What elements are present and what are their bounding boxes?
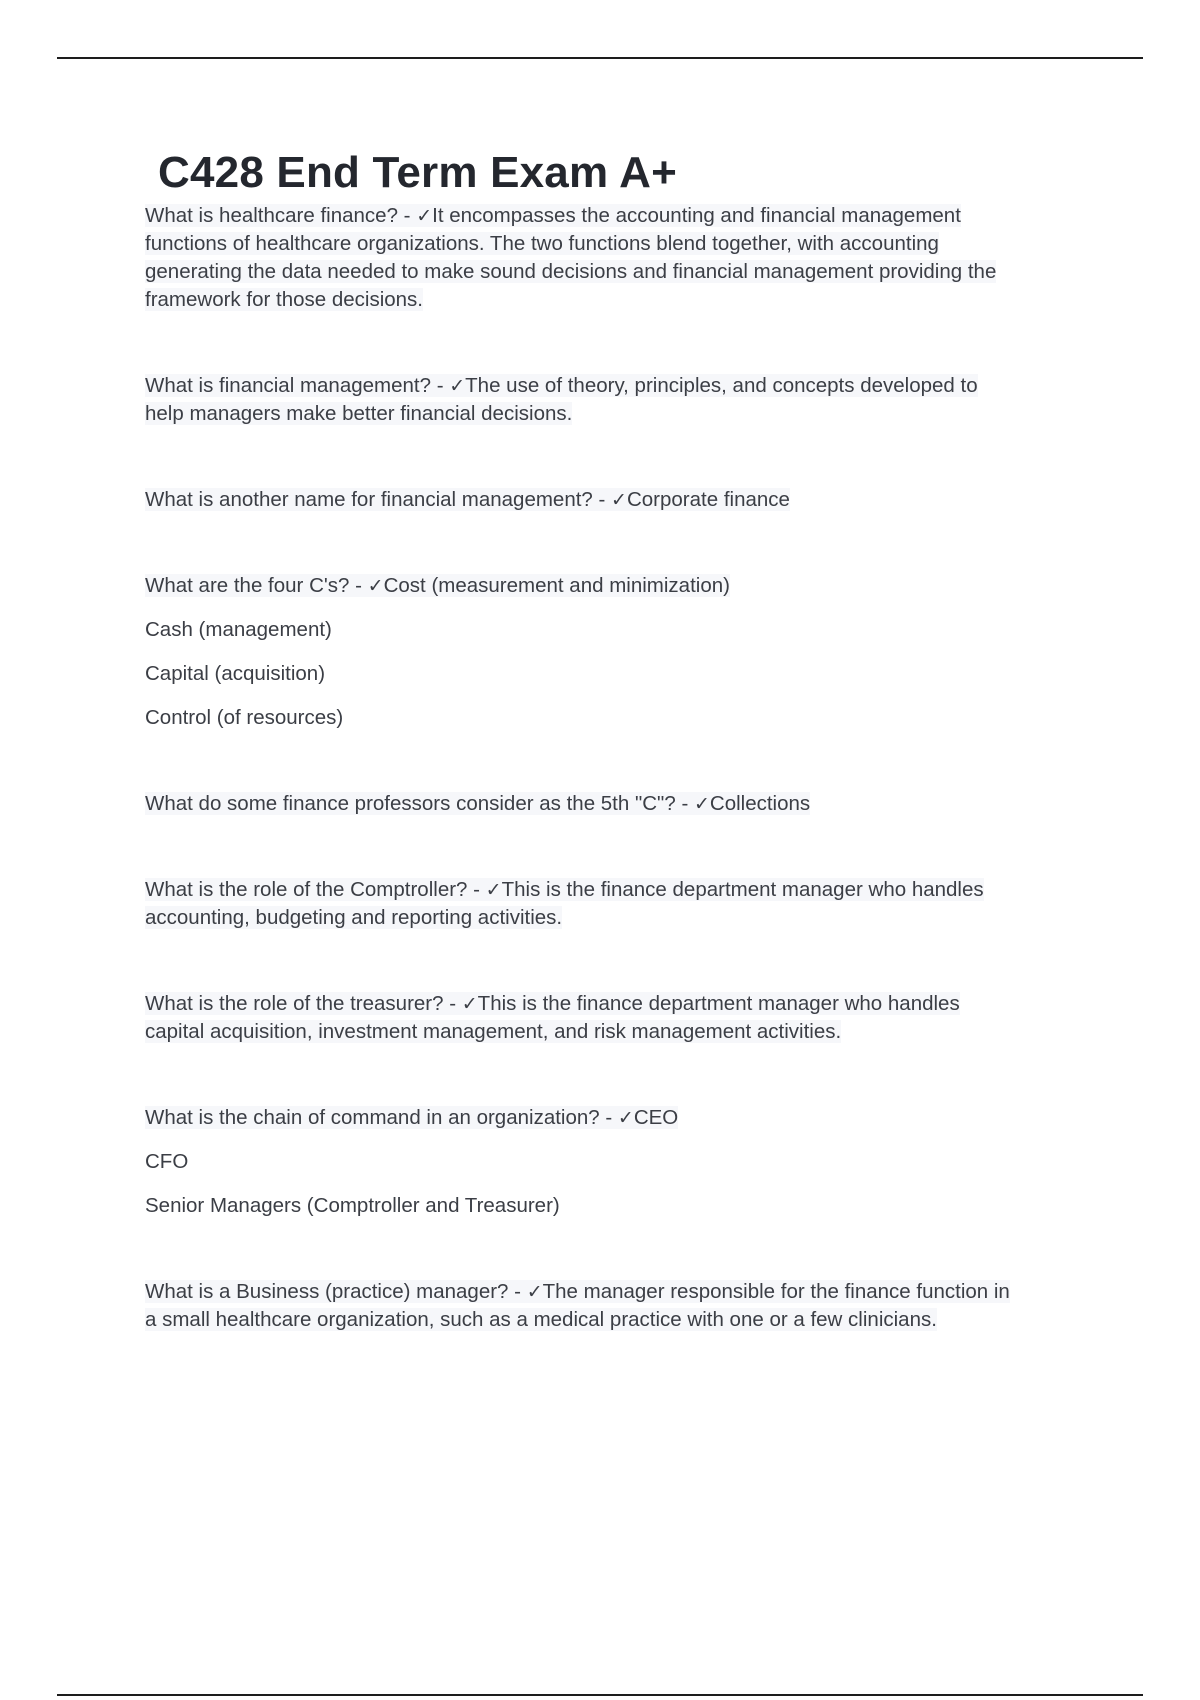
check-mark-icon: ✓ — [367, 575, 384, 597]
check-mark-icon: ✓ — [526, 1281, 543, 1303]
qa-item — [145, 572, 1085, 732]
qa-question-line — [145, 202, 1085, 230]
answer-text: generating the data needed to make sound decisions and financial management providing the — [145, 260, 997, 283]
check-mark-icon: ✓ — [461, 993, 478, 1015]
answer-text: help managers make better financial decisions. — [145, 402, 573, 425]
separator: - — [675, 792, 694, 815]
qa-item — [145, 202, 1085, 314]
top-rule — [57, 57, 1143, 59]
question-text: What is the role of the treasurer? — [145, 992, 444, 1015]
qa-question-line — [145, 876, 1085, 904]
answer-list-item: Cash (management) — [145, 618, 332, 641]
qa-question-line — [145, 486, 1085, 514]
check-mark-icon: ✓ — [416, 205, 433, 227]
check-mark-icon: ✓ — [449, 375, 466, 397]
qa-item — [145, 486, 1085, 514]
qa-question-line — [145, 1104, 1085, 1132]
answer-text: This is the finance department manager who handles — [501, 878, 984, 901]
separator: - — [431, 374, 450, 397]
answer-text: The manager responsible for the finance function in — [542, 1280, 1010, 1303]
answer-text: This is the finance department manager who handles — [477, 992, 960, 1015]
question-text: What is financial management? — [145, 374, 432, 397]
answer-text: Collections — [709, 792, 811, 815]
question-text: What is the chain of command in an organization? — [145, 1106, 600, 1129]
answer-list-item: Senior Managers (Comptroller and Treasurer) — [145, 1194, 560, 1217]
qa-question-line — [145, 790, 1085, 818]
separator: - — [349, 574, 368, 597]
qa-item — [145, 372, 1085, 428]
question-text: What do some finance professors consider as the 5th "C"? — [145, 792, 676, 815]
check-mark-icon: ✓ — [485, 879, 502, 901]
check-mark-icon: ✓ — [611, 489, 627, 511]
qa-item — [145, 876, 1085, 932]
answer-text: Cost (measurement and minimization) — [383, 574, 730, 597]
qa-answer-line — [145, 400, 1085, 428]
answer-text: functions of healthcare organizations. The two functions blend together, with accounting — [145, 232, 939, 255]
answer-list-item: Control (of resources) — [145, 706, 344, 729]
separator: - — [467, 878, 486, 901]
qa-item — [145, 1278, 1085, 1334]
bottom-rule — [57, 1694, 1143, 1696]
answer-text: CEO — [633, 1106, 679, 1129]
question-text: What is the role of the Comptroller? — [145, 878, 468, 901]
separator: - — [508, 1280, 527, 1303]
qa-list — [145, 202, 1085, 1334]
separator: - — [443, 992, 462, 1015]
separator: - — [397, 204, 417, 227]
question-text: What is healthcare finance? — [145, 204, 398, 227]
answer-text: Corporate finance — [626, 488, 790, 511]
check-mark-icon: ✓ — [617, 1107, 634, 1129]
answer-text: capital acquisition, investment management, and risk management activities. — [145, 1020, 842, 1043]
question-text: What is a Business (practice) manager? — [145, 1280, 509, 1303]
qa-answer-line — [145, 230, 1085, 258]
separator: - — [592, 488, 612, 511]
question-text: What are the four C's? — [145, 574, 350, 597]
qa-answer-line — [145, 904, 1085, 932]
answer-text: The use of theory, principles, and concepts developed to — [465, 374, 978, 397]
qa-question-line — [145, 990, 1085, 1018]
answer-text: a small healthcare organization, such as a medical practice with one or a few clinicians. — [145, 1308, 937, 1331]
qa-question-line — [145, 372, 1085, 400]
qa-answer-line — [145, 1018, 1085, 1046]
qa-item — [145, 1104, 1085, 1220]
qa-question-line — [145, 572, 1085, 600]
answer-list-item: Capital (acquisition) — [145, 662, 326, 685]
answer-list-item: CFO — [145, 1150, 189, 1173]
answer-text: It encompasses the accounting and financial management — [432, 204, 961, 227]
qa-answer-line — [145, 1306, 1085, 1334]
question-text: What is another name for financial management? — [145, 488, 593, 511]
qa-answer-line — [145, 258, 1085, 286]
check-mark-icon: ✓ — [693, 793, 710, 815]
answer-text: framework for those decisions. — [145, 288, 424, 311]
document-title: C428 End Term Exam A+ — [158, 148, 677, 197]
separator: - — [599, 1106, 618, 1129]
qa-question-line — [145, 1278, 1085, 1306]
qa-answer-line — [145, 286, 1085, 314]
qa-item — [145, 790, 1085, 818]
answer-text: accounting, budgeting and reporting activities. — [145, 906, 563, 929]
qa-item — [145, 990, 1085, 1046]
